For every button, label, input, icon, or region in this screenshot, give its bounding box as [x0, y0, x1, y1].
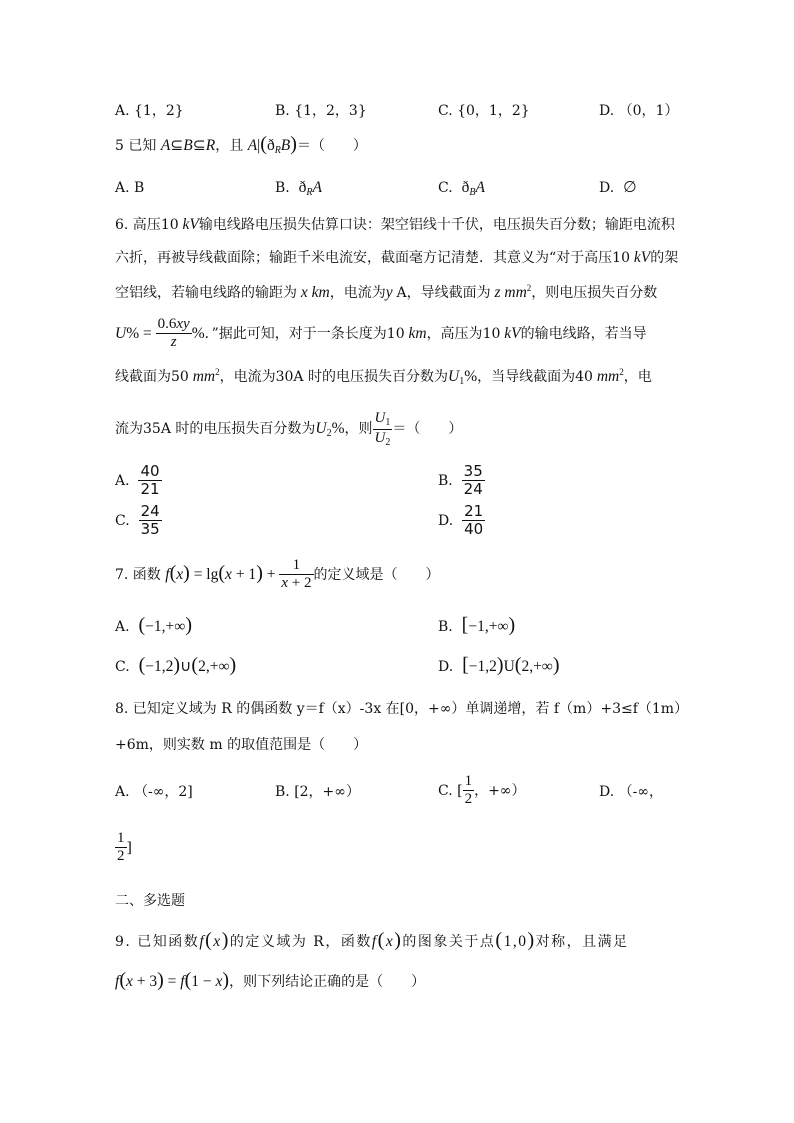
q7-option-c: C. (−1,2)∪(2,+∞) — [115, 654, 237, 676]
q6-option-c: C. $\frac{24}{35}$ — [115, 502, 160, 539]
q5-option-a: A. B — [115, 180, 145, 196]
q8-line-2: +6m，则实数 m 的取值范围是（ ） — [115, 737, 368, 753]
q8-option-c: C. [ $\frac{1}{2}$ ，+∞） — [438, 773, 526, 808]
q8-option-a: A. （-∞，2] — [115, 784, 193, 800]
q4-option-c: C. {0，1，2} — [438, 103, 530, 119]
q5-option-b: B. $ð_RA$ — [275, 179, 322, 198]
q6-option-b: B. $\frac{35}{24}$ — [438, 462, 483, 499]
q7-option-a: A. (−1,+∞) — [115, 614, 192, 636]
q8-option-b: B. [2，+∞） — [275, 784, 360, 800]
q6-line-1: 6. 高压10 kV输电线路电压损失估算口诀：架空铝线十千伏，电压损失百分数；输距电流积 — [115, 216, 675, 233]
q4-option-a: A. {1，2} — [115, 103, 184, 119]
q6-line-4: U% = $\frac{0.6xy}{z}$ %．”据此可知，对于一条长度为10 km，高压为10 kV的输电线路，若当导 — [115, 316, 647, 351]
q5-option-c: C. $ð_BA$ — [438, 179, 485, 198]
q6-line-5: 线截面为50 $mm^2$，电流为30A 时的电压损失百分数为$U_1\%$，当导线截面为40 $mm^2$，电 — [115, 367, 652, 387]
q9-line-2: f(x + 3) = f(1 − x)，则下列结论正确的是（ ） — [115, 969, 426, 991]
q4-option-b: B. {1，2，3} — [275, 103, 367, 119]
q7-option-d: D. [−1,2)U(2,+∞) — [438, 654, 560, 676]
q9-line-1: 9. 已知函数f(x)的定义域为 R，函数f(x)的图象关于点(1,0)对称，且满足 — [115, 929, 629, 951]
q7-option-b: B. [−1,+∞) — [438, 614, 516, 636]
q4-option-d: D. （0，1） — [599, 103, 679, 119]
q6-option-d: D. $\frac{21}{40}$ — [438, 502, 484, 539]
q8-option-d: D. （-∞， — [599, 784, 664, 800]
q7-stem: 7. 函数 f(x) = lg(x + 1) + $\frac{1}{x + 2}$ 的定义域是（ ） — [115, 557, 440, 592]
section-heading: 二、多选题 — [115, 893, 185, 909]
q6-line-3: 空铝线，若输电线路的输距为 x km，电流为y A，导线截面为 z $mm^2$，则电压损失百分数 — [115, 283, 658, 301]
q8-option-d-continued: $\frac{1}{2}$ ] — [117, 830, 132, 865]
q6-line-2: 六折，再被导线截面除；输距千米电流安，截面毫方记清楚．其意义为“对于高压10 kV的架 — [115, 249, 679, 266]
q5-stem: 5 已知 A⊆B⊆R，且 $A|(ð_RB)=$（ ） — [115, 133, 367, 156]
q5-option-d: D. ∅ — [599, 179, 637, 196]
q8-line-1: 8. 已知定义域为 R 的偶函数 y＝f（x）-3x 在[0，+∞）单调递增，若 f（m）+3≤f（1m） — [115, 701, 689, 717]
q6-option-a: A. $\frac{40}{21}$ — [115, 462, 160, 499]
q6-line-6: 流为35A 时的电压损失百分数为$U_2\%$，则 $\frac{U_1}{U_2}$ ＝（ ） — [115, 410, 463, 448]
